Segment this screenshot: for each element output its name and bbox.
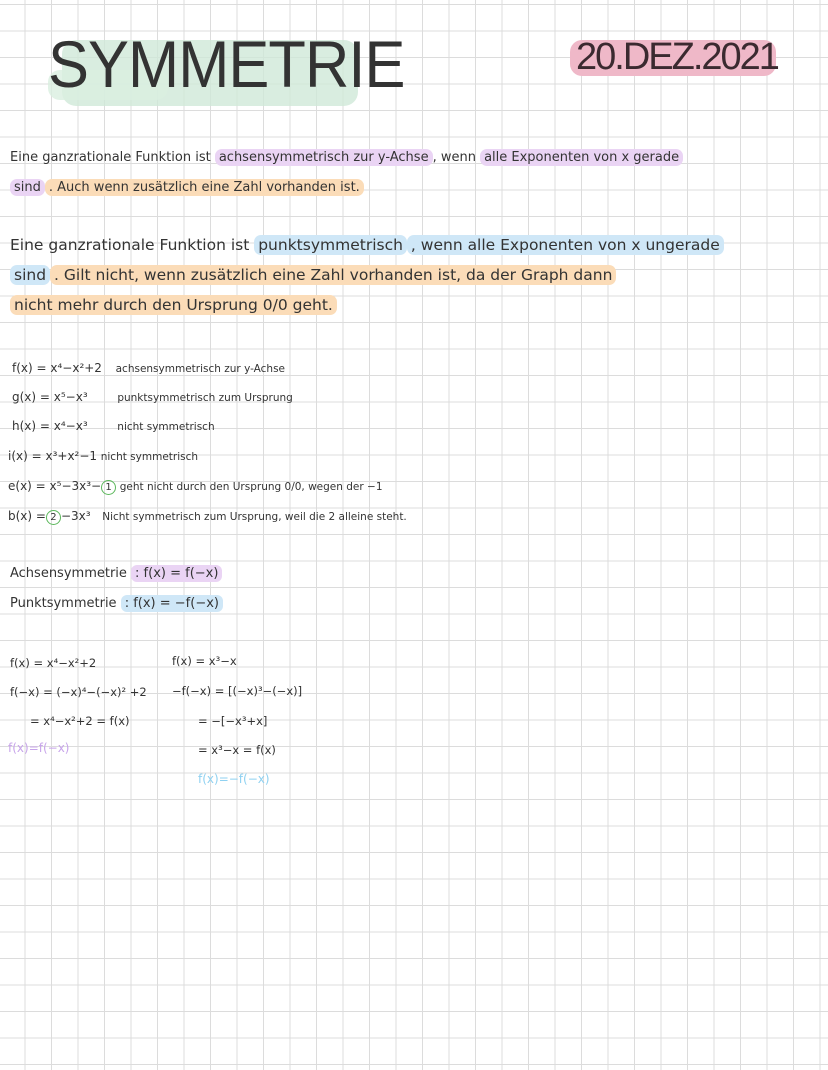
paragraph-1-line-1: Eine ganzrationale Funktion ist achsensymmetrisch zur y-Achse , wenn alle Exponenten von x gerade — [10, 150, 683, 165]
calc-left-line-3: = x⁴−x²+2 = f(x) — [30, 714, 130, 728]
paragraph-1-line-2: sind . Auch wenn zusätzlich eine Zahl vorhanden ist. — [10, 180, 364, 195]
calc-left-result: f(x)=f(−x) — [8, 741, 70, 755]
rule-punktsymmetrie: Punktsymmetrie : f(x) = −f(−x) — [10, 596, 223, 611]
highlight-punktsymmetrisch: punktsymmetrisch — [254, 235, 407, 255]
rule-punkt-formula: : f(x) = −f(−x) — [121, 595, 223, 612]
paragraph-2-line-1: Eine ganzrationale Funktion ist punktsymmetrisch , wenn alle Exponenten von x ungerade — [10, 236, 724, 254]
example-g: g(x) = x⁵−x³ punktsymmetrisch zum Ursprung — [12, 390, 293, 404]
paragraph-2-line-2: sind . Gilt nicht, wenn zusätzlich eine Zahl vorhanden ist, da der Graph dann — [10, 266, 616, 284]
paragraph-2-line-3: nicht mehr durch den Ursprung 0/0 geht. — [10, 296, 337, 314]
example-b: b(x) = 2 −3x³ Nicht symmetrisch zum Ursprung, weil die 2 alleine steht. — [8, 509, 407, 523]
calc-right-line-4: = x³−x = f(x) — [198, 743, 276, 757]
highlight-zusatz: . Auch wenn zusätzlich eine Zahl vorhanden ist. — [45, 179, 364, 196]
page-title: SYMMETRIE — [48, 27, 405, 101]
calc-right-line-2: −f(−x) = [(−x)³−(−x)] — [172, 684, 303, 698]
calc-left-line-1: f(x) = x⁴−x²+2 — [10, 656, 97, 670]
rule-achsen-formula: : f(x) = f(−x) — [131, 565, 222, 582]
highlight-gerade: alle Exponenten von x gerade — [480, 149, 683, 166]
highlight-achsensymmetrisch: achsensymmetrisch zur y-Achse — [215, 149, 433, 166]
calc-right-line-3: = −[−x³+x] — [198, 714, 268, 728]
example-i: i(x) = x³+x²−1 nicht symmetrisch — [8, 449, 199, 463]
example-f: f(x) = x⁴−x²+2 achsensymmetrisch zur y-Achse — [12, 361, 286, 375]
circled-constant-1: 1 — [101, 480, 116, 495]
page-date: 20.DEZ.2021 — [576, 36, 778, 78]
calc-left-line-2: f(−x) = (−x)⁴−(−x)² +2 — [10, 685, 147, 699]
example-e: e(x) = x⁵−3x³− 1 geht nicht durch den Ursprung 0/0, wegen der −1 — [8, 479, 383, 493]
circled-constant-2: 2 — [46, 510, 61, 525]
calc-right-line-1: f(x) = x³−x — [172, 654, 237, 668]
calc-right-result: f(x)=−f(−x) — [198, 772, 270, 786]
rule-achsensymmetrie: Achsensymmetrie : f(x) = f(−x) — [10, 566, 222, 581]
example-h: h(x) = x⁴−x³ nicht symmetrisch — [12, 419, 215, 433]
